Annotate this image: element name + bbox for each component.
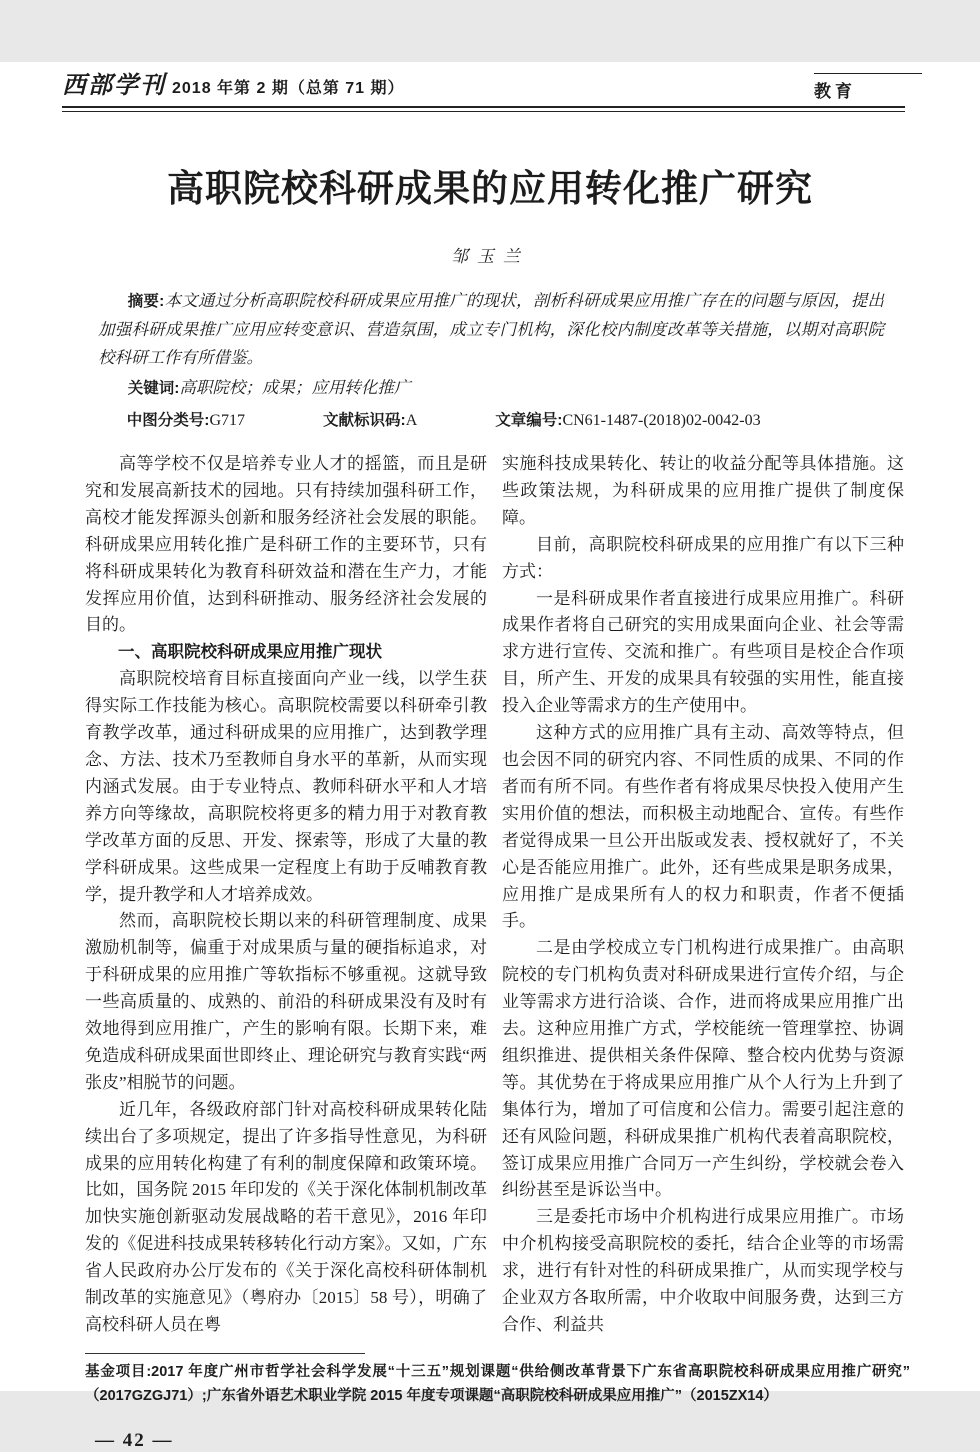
article-id-label: 文章编号: [495,412,563,429]
issue-info: 2018 年第 2 期（总第 71 期） [172,80,405,97]
keywords-row [98,374,884,403]
section-heading: 一、高职院校科研成果应用推广现状 [118,643,382,662]
body-paragraph: 一是科研成果作者直接进行成果应用推广。科研成果作者将自己研究的实用成果面向企业、社会等需求方进行宣传、交流和推广。有些项目是校企合作项目，所产生、开发的成果具有较强的实用性，能直接投入企业等需求方的生产使用中。 [502,588,904,716]
page-header [62,62,920,112]
body-paragraph: 这种方式的应用推广具有主动、高效等特点，但也会因不同的研究内容、不同性质的成果、不同的作者而有所不同。有些作者有将成果尽快投入使用产生实用价值的想法，而积极主动地配合、宣传。有些作者觉得成果一旦公开出版或发表、授权就好了，不关心是否能应用推广。此外，还有些成果是职务成果，应用推广是成果所有人的权力和职责，作者不便插手。 [502,723,904,931]
article-id-value: CN61-1487-(2018)02-0042-03 [562,412,761,429]
journal-logo: 西部学刊 [62,70,166,99]
document-code-value: A [405,412,418,429]
article-title: 高职院校科研成果的应用转化推广研究 [167,169,813,210]
abstract-label: 摘要: [127,293,165,310]
footnote-rule [85,1353,365,1354]
clc-label: 中图分类号: [126,412,210,429]
article-id [495,407,760,435]
body-paragraph: 二是由学校成立专门机构进行成果推广。由高职院校的专门机构负责对科研成果进行宣传介绍，与企业等需求方进行洽谈、合作，进而将成果应用推广出去。这种应用推广方式，学校能统一管理掌控、协调组织推进、提供相关条件保障、整合校内优势与资源等。其优势在于将成果应用推广从个人行为上升到了集体行为，增加了可信度和公信力。需要引起注意的还有风险问题，科研成果推广机构代表着高职院校，签订成果应用推广合同万一产生纠纷，学校就会卷入纠纷甚至是诉讼当中。 [502,938,904,1200]
body-columns [85,451,905,1339]
footnote-text: 基金项目:2017 年度广州市哲学社会科学发展“十三五”规划课题“供给侧改革背景下广东省高职院校科研成果应用推广研究”（2017GZGJ71）;广东省外语艺术职业学院 2015 年度专项课题“高职院校科研成果应用推广”（2015ZX14） [85,1363,910,1404]
body-paragraph: 高等学校不仅是培养专业人才的摇篮，而且是研究和发展高新技术的园地。只有持续加强科研工作，高校才能发挥源头创新和服务经济社会发展的职能。科研成果应用转化推广是科研工作的主要环节，只有将科研成果转化为教育科研效益和潜在生产力，才能发挥应用价值，达到科研推动、服务经济社会发展的目的。 [85,454,487,635]
category-label: 教育 [814,73,922,102]
clc-value: G717 [209,412,246,429]
document-code-label: 文献标识码: [323,412,406,429]
classification-row [98,407,884,435]
abstract-text: 本文通过分析高职院校科研成果应用推广的现状，剖析科研成果应用推广存在的问题与原因，提出加强科研成果推广应用应转变意识、营造氛围，成立专门机构，深化校内制度改革等关措施，以期对高职院校科研工作有所借鉴。 [98,291,884,367]
body-paragraph: 实施科技成果转化、转让的收益分配等具体措施。这些政策法规，为科研成果的应用推广提供了制度保障。 [502,454,904,527]
keywords-label: 关键词: [127,380,180,397]
right-column [502,451,904,1339]
left-column [85,451,487,1339]
keywords-text: 高职院校；成果；应用转化推广 [179,378,411,397]
clc-number [127,407,245,435]
article-author: 邹玉兰 [451,247,529,266]
page-number: — 42 — [95,1429,174,1451]
abstract [98,287,884,372]
header-left [62,65,405,100]
header-double-rule [62,106,905,112]
body-paragraph: 高职院校培育目标直接面向产业一线，以学生获得实际工作技能为核心。高职院校需要以科研牵引教育教学改革，通过科研成果的应用推广，达到教学理念、方法、技术乃至教师自身水平的革新，从而实现内涵式发展。由于专业特点、教师科研水平和人才培养方向等缘故，高职院校将更多的精力用于对教育教学改革方面的反思、开发、探索等，形成了大量的教学科研成果。这些成果一定程度上有助于反哺教育教学，提升教学和人才培养成效。 [85,669,487,904]
body-paragraph: 然而，高职院校长期以来的科研管理制度、成果激励机制等，偏重于对成果质与量的硬指标追求，对于科研成果的应用推广等软指标不够重视。这就导致一些高质量的、成熟的、前沿的科研成果没有及时有效地得到应用推广，产生的影响有限。长期下来，难免造成科研成果面世即终止、理论研究与教育实践“两张皮”相脱节的问题。 [85,911,487,1092]
document-code [323,407,417,435]
body-paragraph: 三是委托市场中介机构进行成果应用推广。市场中介机构接受高职院校的委托，结合企业等的市场需求，进行有针对性的科研成果推广，从而实现学校与企业双方各取所需，中介收取中间服务费，达到三方合作、利益共 [502,1207,904,1334]
body-paragraph: 近几年，各级政府部门针对高校科研成果转化陆续出台了多项规定，提出了许多指导性意见，为科研成果的应用转化构建了有利的制度保障和政策环境。比如，国务院 2015 年印发的《关于深化体制机制改革 加快实施创新驱动发展战略的若干意见》，2016 年印发的《促进科技成果转移转化行动方案》。又如，广东省人民政府办公厅发布的《关于深化高校科研体制机制改革的实施意见》（粤府办〔2015〕58 号），明确了高校科研人员在粤 [85,1099,487,1334]
front-matter [98,287,884,435]
journal-page [0,62,980,1451]
body-paragraph: 目前，高职院校科研成果的应用推广有以下三种方式： [502,534,904,581]
